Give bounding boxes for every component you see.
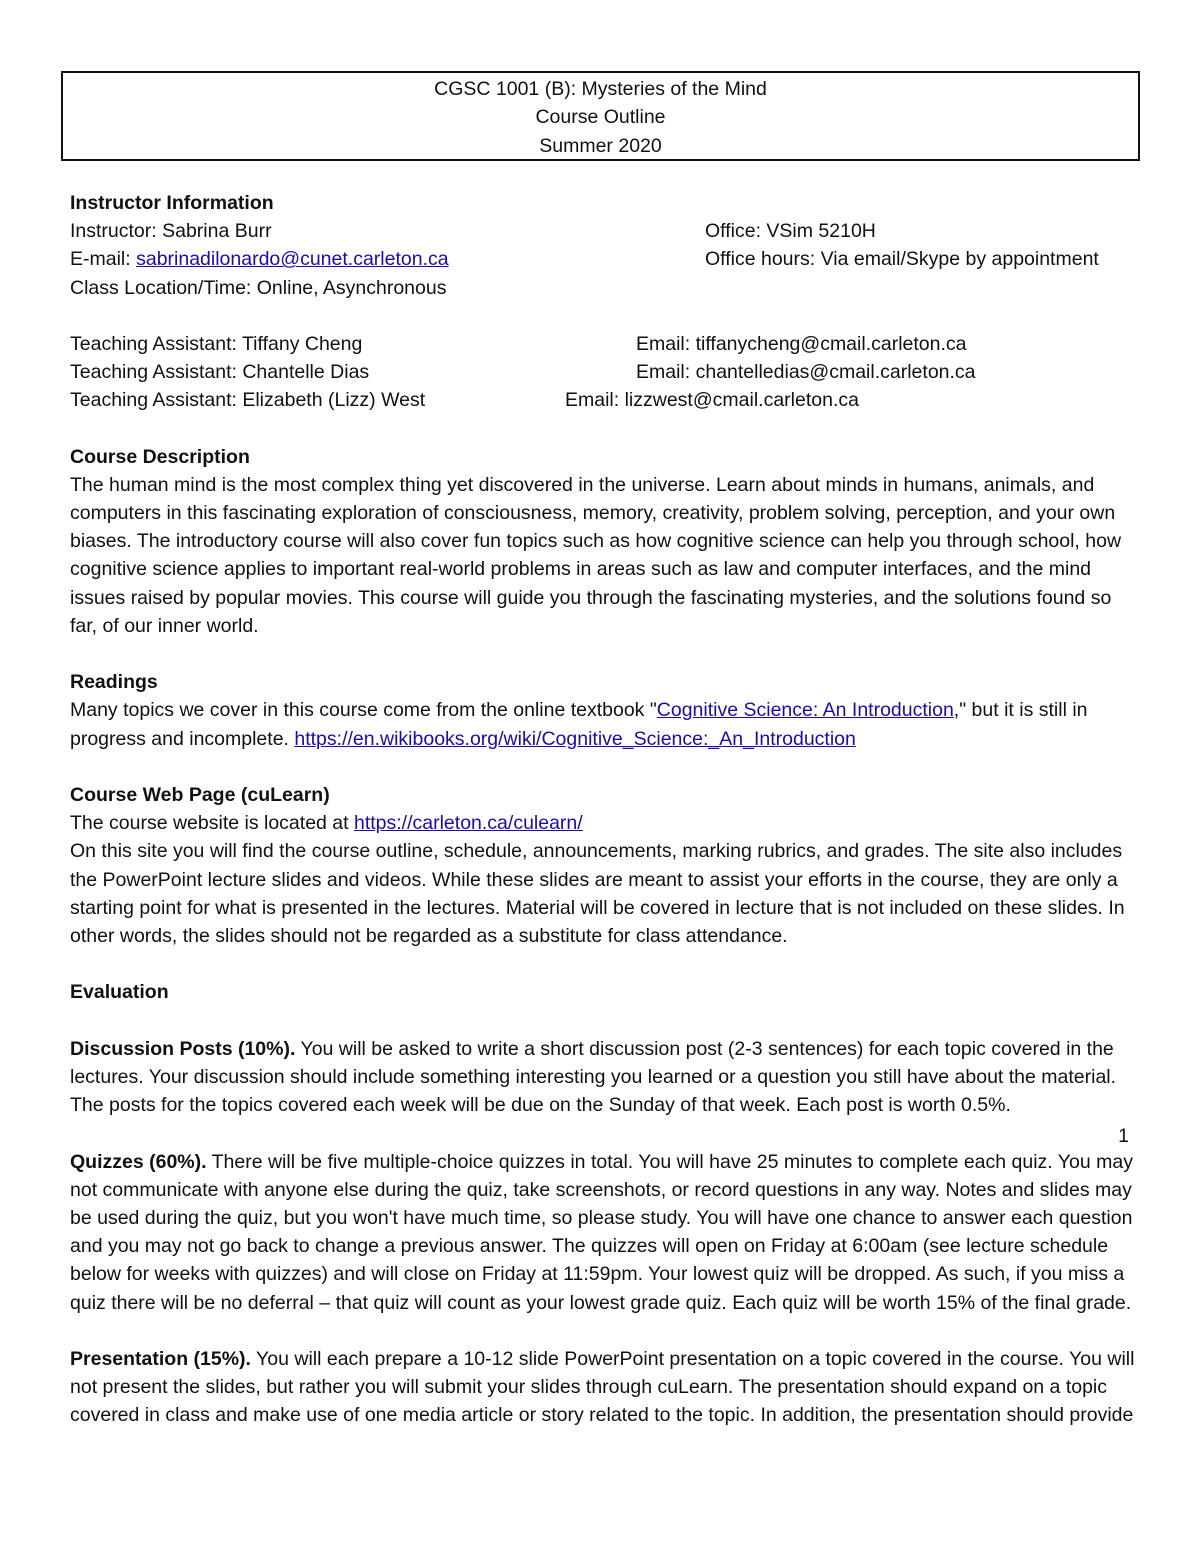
paragraph-line (70, 1345, 1140, 1373)
paragraph-line: The human mind is the most complex thing yet discovered in the universe. Learn about minds in humans, animals, and (70, 473, 1095, 496)
readings-text: progress and incomplete. (70, 727, 295, 750)
discussion-posts-label: Discussion Posts (10%). (70, 1037, 296, 1060)
readings-text: Many topics we cover in this course come from the online textbook " (70, 699, 657, 722)
discussion-text: You will be asked to write a short discussion post (2-3 sentences) for each topic covered in the (295, 1037, 1114, 1060)
quizzes-label: Quizzes (60%). (70, 1150, 207, 1173)
paragraph-line: issues raised by popular movies. This course will guide you through the fascinating mysteries, and the solutions found so (70, 586, 1112, 609)
course-outline-label: Course Outline (535, 106, 666, 129)
discussion-posts-paragraph (70, 1035, 1140, 1120)
culearn-url-link[interactable]: https://carleton.ca/culearn/ (353, 812, 583, 835)
ta-name: Teaching Assistant: Chantelle Dias (70, 361, 370, 384)
ta-email: Email: lizzwest@cmail.carleton.ca (565, 389, 859, 412)
instructor-office: Office: VSim 5210H (705, 220, 876, 243)
evaluation-heading: Evaluation (70, 981, 169, 1004)
paragraph-line: On this site you will find the course outline, schedule, announcements, marking rubrics, and grades. The site also includes (70, 840, 1123, 863)
presentation-paragraph (70, 1345, 1140, 1430)
instructor-email-label: E-mail: (70, 248, 137, 271)
wikibooks-url-link[interactable]: https://en.wikibooks.org/wiki/Cognitive_Science:_An_Introduction (294, 727, 856, 750)
paragraph-line: starting point for what is presented in the lectures. Material will be covered in lecture that is not included on these slides. In (70, 896, 1125, 919)
readings-heading: Readings (70, 671, 158, 694)
ta-row (70, 330, 1140, 358)
quizzes-paragraph (70, 1148, 1140, 1317)
ta-row (70, 358, 1140, 386)
instructor-office-hours: Office hours: Via email/Skype by appointment (705, 248, 1099, 271)
presentation-text: You will each prepare a 10-12 slide PowerPoint presentation on a topic covered in the course. You will (250, 1348, 1135, 1371)
paragraph-line (70, 725, 1140, 753)
paragraph-line: and you may not go back to change a previous answer. The quizzes will open on Friday at 6:00am (see lecture schedule (70, 1235, 1109, 1258)
ta-name: Teaching Assistant: Elizabeth (Lizz) West (70, 389, 426, 412)
textbook-link[interactable]: Cognitive Science: An Introduction (656, 699, 954, 722)
paragraph-line: below for weeks with quizzes) and will close on Friday at 11:59pm. Your lowest quiz will be dropped. As such, if you miss a (70, 1263, 1125, 1286)
paragraph-line: be used during the quiz, but you won't have much time, so please study. You will have one chance to answer each question (70, 1207, 1133, 1230)
ta-row (70, 386, 1140, 414)
paragraph-line (70, 696, 1140, 724)
instructor-email-line (70, 245, 449, 273)
presentation-label: Presentation (15%). (70, 1348, 251, 1371)
ta-email: Email: chantelledias@cmail.carleton.ca (636, 361, 976, 384)
description-heading: Course Description (70, 445, 250, 468)
course-code-title: CGSC 1001 (B): Mysteries of the Mind (434, 78, 767, 100)
webpage-text: The course website is located at (70, 812, 354, 835)
instructor-heading: Instructor Information (70, 192, 274, 214)
paragraph-line: biases. The introductory course will also cover fun topics such as how cognitive science can help you through school, how (70, 530, 1122, 553)
paragraph-line (70, 1148, 1140, 1176)
paragraph-line: lectures. Your discussion should include something interesting you learned or a question you still have about the material. (70, 1066, 1117, 1089)
instructor-email-link[interactable]: sabrinadilonardo@cunet.carleton.ca (136, 248, 449, 271)
paragraph-line: The posts for the topics covered each week will be due on the Sunday of that week. Each post is worth 0.5%. (70, 1094, 1011, 1117)
paragraph-line: other words, the slides should not be regarded as a substitute for class attendance. (70, 925, 788, 948)
ta-email: Email: tiffanycheng@cmail.carleton.ca (636, 332, 967, 355)
course-term: Summer 2020 (539, 134, 662, 157)
page-number: 1 (1118, 1125, 1129, 1147)
paragraph-line: quiz there will be no deferral – that quiz will count as your lowest grade quiz. Each quiz will be worth 15% of the final grade. (70, 1291, 1132, 1314)
class-location-time: Class Location/Time: Online, Asynchronous (70, 276, 447, 299)
readings-paragraph (70, 696, 1140, 752)
paragraph-line (70, 809, 1140, 837)
paragraph-line: the PowerPoint lecture slides and videos. While these slides are meant to assist your efforts in the course, they are only a (70, 868, 1118, 891)
paragraph-line: not present the slides, but rather you will submit your slides through cuLearn. The presentation should expand on a topic (70, 1376, 1108, 1399)
paragraph-line (70, 1035, 1140, 1063)
paragraph-line: not communicate with anyone else during the quiz, take screenshots, or record questions in any way. Notes and slides may (70, 1178, 1132, 1201)
paragraph-line: covered in class and make use of one media article or story related to the topic. In addition, the presentation should provide (70, 1404, 1134, 1427)
description-paragraph (70, 471, 1140, 640)
instructor-name: Instructor: Sabrina Burr (70, 220, 272, 243)
paragraph-line: cognitive science applies to important real-world problems in areas such as law and computer interfaces, and the mind (70, 558, 1092, 581)
paragraph-line: far, of our inner world. (70, 614, 259, 637)
quizzes-text: There will be five multiple-choice quizzes in total. You will have 25 minutes to complete each quiz. You may (206, 1150, 1133, 1173)
paragraph-line: computers in this fascinating exploration of consciousness, memory, creativity, problem solving, perception, and your own (70, 502, 1116, 525)
webpage-heading: Course Web Page (cuLearn) (70, 784, 330, 807)
readings-text: ," but it is still in (953, 699, 1088, 722)
course-title-box (61, 71, 1140, 161)
webpage-paragraph (70, 809, 1140, 950)
document-body (70, 189, 1140, 1430)
ta-name: Teaching Assistant: Tiffany Cheng (70, 332, 363, 355)
